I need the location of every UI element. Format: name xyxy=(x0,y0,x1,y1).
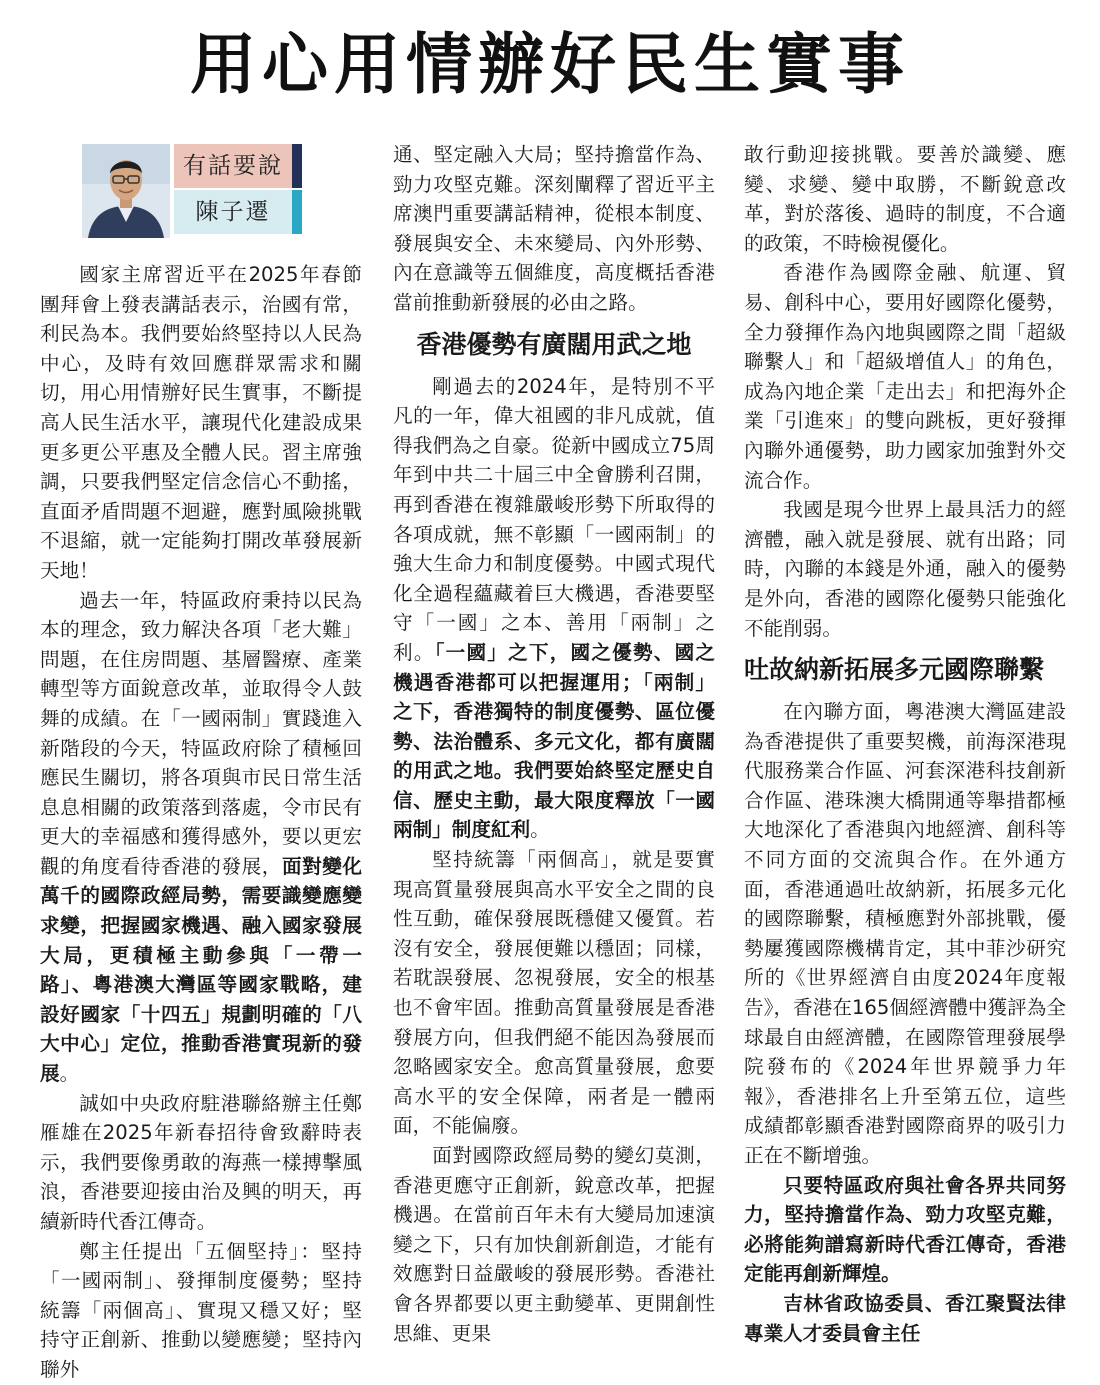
paragraph: 堅持統籌「兩個高」，就是要實現高質量發展與高水平安全之間的良性互動，確保發展既穩健又優質。若沒有安全，發展便難以穩固；同樣，若耽誤發展、忽視發展，安全的根基也不會牢固。推動高質量發展是香港發展方向，但我們絕不能因為發展而忽略國家安全。愈高質量發展，愈要高水平的安全保障，兩者是一體兩面，不能偏廢。 xyxy=(393,848,715,1138)
paragraph-text: 剛過去的2024年，是特別不平凡的一年，偉大祖國的非凡成就，值得我們為之自豪。從新中國成立75周年到中共二十屆三中全會勝利召開，再到香港在複雜嚴峻形勢下所取得的各項成就，無不彰顯「一國兩制」的強大生命力和制度優勢。中國式現代化全過程蘊藏着巨大機遇，香港要堅守「一國」之本、善用「兩制」之利。 xyxy=(393,374,715,664)
paragraph-text: 過去一年，特區政府秉持以民為本的理念，致力解決各項「老大難」問題，在住房問題、基層醫療、產業轉型等方面銳意改革，並取得令人鼓舞的成績。在「一國兩制」實踐進入新階段的今天，特區政府除了積極回應民生關切，將各項與市民日常生活息息相關的政策落到落處，令市民有更大的幸福感和獲得感外，要以更宏觀的角度看待香港的發展， xyxy=(40,588,362,878)
paragraph-bold-text: 「一國」之下，國之優勢、國之機遇香港都可以把握運用；「兩制」之下，香港獨特的制度優勢、區位優勢、法治體系、多元文化，都有廣闊的用武之地。我們要始終堅定歷史自信、歷史主動，最大限度釋放「一國兩制」制度紅利 xyxy=(393,640,716,842)
paragraph-text: 。 xyxy=(530,818,550,842)
author-accent-bar xyxy=(292,190,302,234)
paragraph xyxy=(40,586,362,1089)
paragraph: 敢行動迎接挑戰。要善於識變、應變、求變、變中取勝，不斷銳意改革，對於落後、過時的制度，不合適的政策，不時檢視優化。 xyxy=(744,143,1066,255)
paragraph: 國家主席習近平在2025年春節團拜會上發表講話表示，治國有常，利民為本。我們要始終堅持以人民為中心，及時有效回應群眾需求和關切，用心用情辦好民生實事，不斷提高人民生活水平，讓現代化建設成果更多更公平惠及全體人民。習主席強調，只要我們堅定信念信心不動搖，直面矛盾問題不迴避，應對風險挑戰不退縮，就一定能夠打開改革發展新天地！ xyxy=(40,263,362,582)
paragraph: 在內聯方面，粵港澳大灣區建設為香港提供了重要契機，前海深港現代服務業合作區、河套深港科技創新合作區、港珠澳大橋開通等舉措都極大地深化了香港與內地經濟、創科等不同方面的交流與合作。在外通方面，香港通過吐故納新，拓展多元化的國際聯繫，積極應對外部挑戰，優勢屢獲國際機構肯定，其中菲沙研究所的《世界經濟自由度2024年度報告》，香港在165個經濟體中獲評為全球最自由經濟體，在國際管理發展學院發布的《2024年世界競爭力年報》，香港排名上升至第五位，這些成績都彰顯香港對國際商界的吸引力正在不斷增強。 xyxy=(744,700,1066,1167)
paragraph-text: 。 xyxy=(59,1062,80,1086)
paragraph: 誠如中央政府駐港聯絡辦主任鄭雁雄在2025年新春招待會致辭時表示，我們要像勇敢的海燕一樣搏擊風浪，香港要迎接由治及興的明天，再續新時代香江傳奇。 xyxy=(40,1091,362,1233)
paragraph: 通、堅定融入大局；堅持擔當作為、勁力攻堅克難。深刻闡釋了習近平主席澳門重要講話精神，從根本制度、發展與安全、未來變局、內外形勢、內在意識等五個維度，高度概括香港當前推動新發展的必由之路。 xyxy=(393,143,715,314)
paragraph-bold xyxy=(744,1171,1066,1289)
paragraph-bold-text: 面對變化萬千的國際政經局勢，需要識變應變求變，把握國家機遇、融入國家發展大局，更積極主動參與「一帶一路」、粵港澳大灣區等國家戰略，建設好國家「十四五」規劃明確的「八大中心」定位，推動香港實現新的發展 xyxy=(40,854,363,1086)
headline: 用心用情辦好民生實事 xyxy=(190,26,910,103)
column-name-label: 有話要說 xyxy=(174,144,292,188)
author-name: 陳子遷 xyxy=(174,190,292,234)
column-1 xyxy=(40,140,362,1385)
byline-box xyxy=(40,140,362,248)
paragraph: 面對國際政經局勢的變幻莫測，香港更應守正創新，銳意改革，把握機遇。在當前百年未有大變局加速演變之下，只有加快創新創造，才能有效應對日益嚴峻的發展形勢。香港社會各界都要以更主動變革、更開創性思維、更果 xyxy=(393,1144,715,1345)
paragraph xyxy=(393,372,715,846)
author-title xyxy=(744,1289,1066,1348)
paragraph: 鄭主任提出「五個堅持」：堅持「一國兩制」、發揮制度優勢；堅持統籌「兩個高」、實現又穩又好；堅持守正創新、推動以變應變；堅持內聯外 xyxy=(40,1239,362,1381)
paragraph: 香港作為國際金融、航運、貿易、創科中心，要用好國際化優勢，全力發揮作為內地與國際之間「超級聯繫人」和「超級增值人」的角色，成為內地企業「走出去」和把海外企業「引進來」的雙向跳板，更好發揮內聯外通優勢，助力國家加強對外交流合作。 xyxy=(744,261,1066,492)
author-photo xyxy=(82,144,170,238)
column-name-accent-bar xyxy=(292,144,302,188)
subheading: 吐故納新拓展多元國際聯繫 xyxy=(744,655,1045,685)
paragraph: 我國是現今世界上最具活力的經濟體，融入就是發展、就有出路；同時，內聯的本錢是外通，融入的優勢是外向，香港的國際化優勢只能強化不能削弱。 xyxy=(744,498,1066,640)
subheading: 香港優勢有廣闊用武之地 xyxy=(416,329,692,359)
column-3 xyxy=(744,140,1066,1348)
author-title-text: 吉林省政協委員、香江聚賢法律專業人才委員會主任 xyxy=(744,1291,1066,1345)
column-2 xyxy=(393,140,715,1348)
paragraph-bold-text: 只要特區政府與社會各界共同努力，堅持擔當作為、勁力攻堅克難，必將能夠譜寫新時代香江傳奇，香港定能再創新輝煌。 xyxy=(744,1173,1066,1286)
